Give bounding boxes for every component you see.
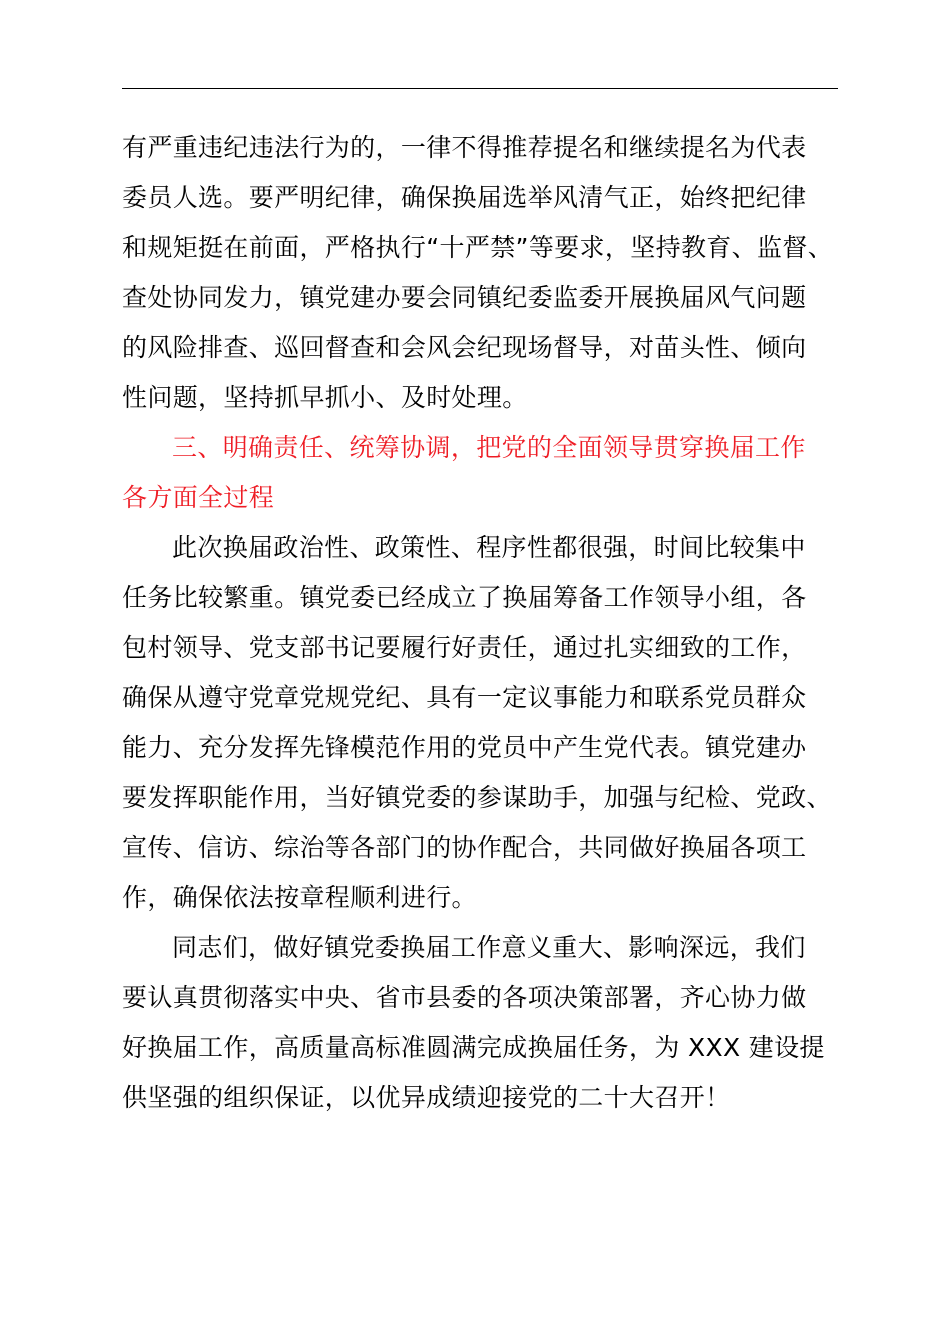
text-line: 委员人选。要严明纪律，确保换届选举风清气正，始终把纪律 [122, 183, 807, 212]
text-line: 同志们，做好镇党委换届工作意义重大、影响深远，我们 [172, 933, 806, 962]
text-line: 和规矩挺在前面，严格执行“十严禁”等要求，坚持教育、监督、 [122, 233, 834, 262]
text-line: 的风险排查、巡回督查和会风会纪现场督导，对苗头性、倾向 [122, 333, 807, 362]
text-line: 查处协同发力，镇党建办要会同镇纪委监委开展换届风气问题 [122, 283, 807, 312]
paragraph-responsibility [122, 523, 840, 923]
text-line: 好换届工作，高质量高标准圆满完成换届任务，为 XXX 建设提 [122, 1033, 825, 1062]
document-body [122, 123, 840, 1123]
heading-line: 三、明确责任、统筹协调，把党的全面领导贯穿换届工作 [172, 433, 806, 462]
text-line: 作，确保依法按章程顺利进行。 [122, 883, 477, 912]
text-line: 任务比较繁重。镇党委已经成立了换届筹备工作领导小组，各 [122, 583, 807, 612]
paragraph-closing [122, 923, 840, 1123]
text-line: 供坚强的组织保证，以优异成绩迎接党的二十大召开！ [122, 1083, 731, 1112]
text-line: 性问题，坚持抓早抓小、及时处理。 [122, 383, 528, 412]
text-line: 确保从遵守党章党规党纪、具有一定议事能力和联系党员群众 [122, 683, 807, 712]
section-heading [122, 423, 840, 523]
text-line: 有严重违纪违法行为的，一律不得推荐提名和继续提名为代表 [122, 133, 807, 162]
text-line: 宣传、信访、综治等各部门的协作配合，共同做好换届各项工 [122, 833, 807, 862]
text-line: 包村领导、党支部书记要履行好责任，通过扎实细致的工作， [122, 633, 807, 662]
text-line: 能力、充分发挥先锋模范作用的党员中产生党代表。镇党建办 [122, 733, 807, 762]
header-rule [122, 88, 838, 89]
text-line: 此次换届政治性、政策性、程序性都很强，时间比较集中 [172, 533, 806, 562]
heading-line: 各方面全过程 [122, 483, 275, 512]
text-line: 要认真贯彻落实中央、省市县委的各项决策部署，齐心协力做 [122, 983, 807, 1012]
text-line: 要发挥职能作用，当好镇党委的参谋助手，加强与纪检、党政、 [122, 783, 832, 812]
paragraph-discipline [122, 123, 840, 423]
